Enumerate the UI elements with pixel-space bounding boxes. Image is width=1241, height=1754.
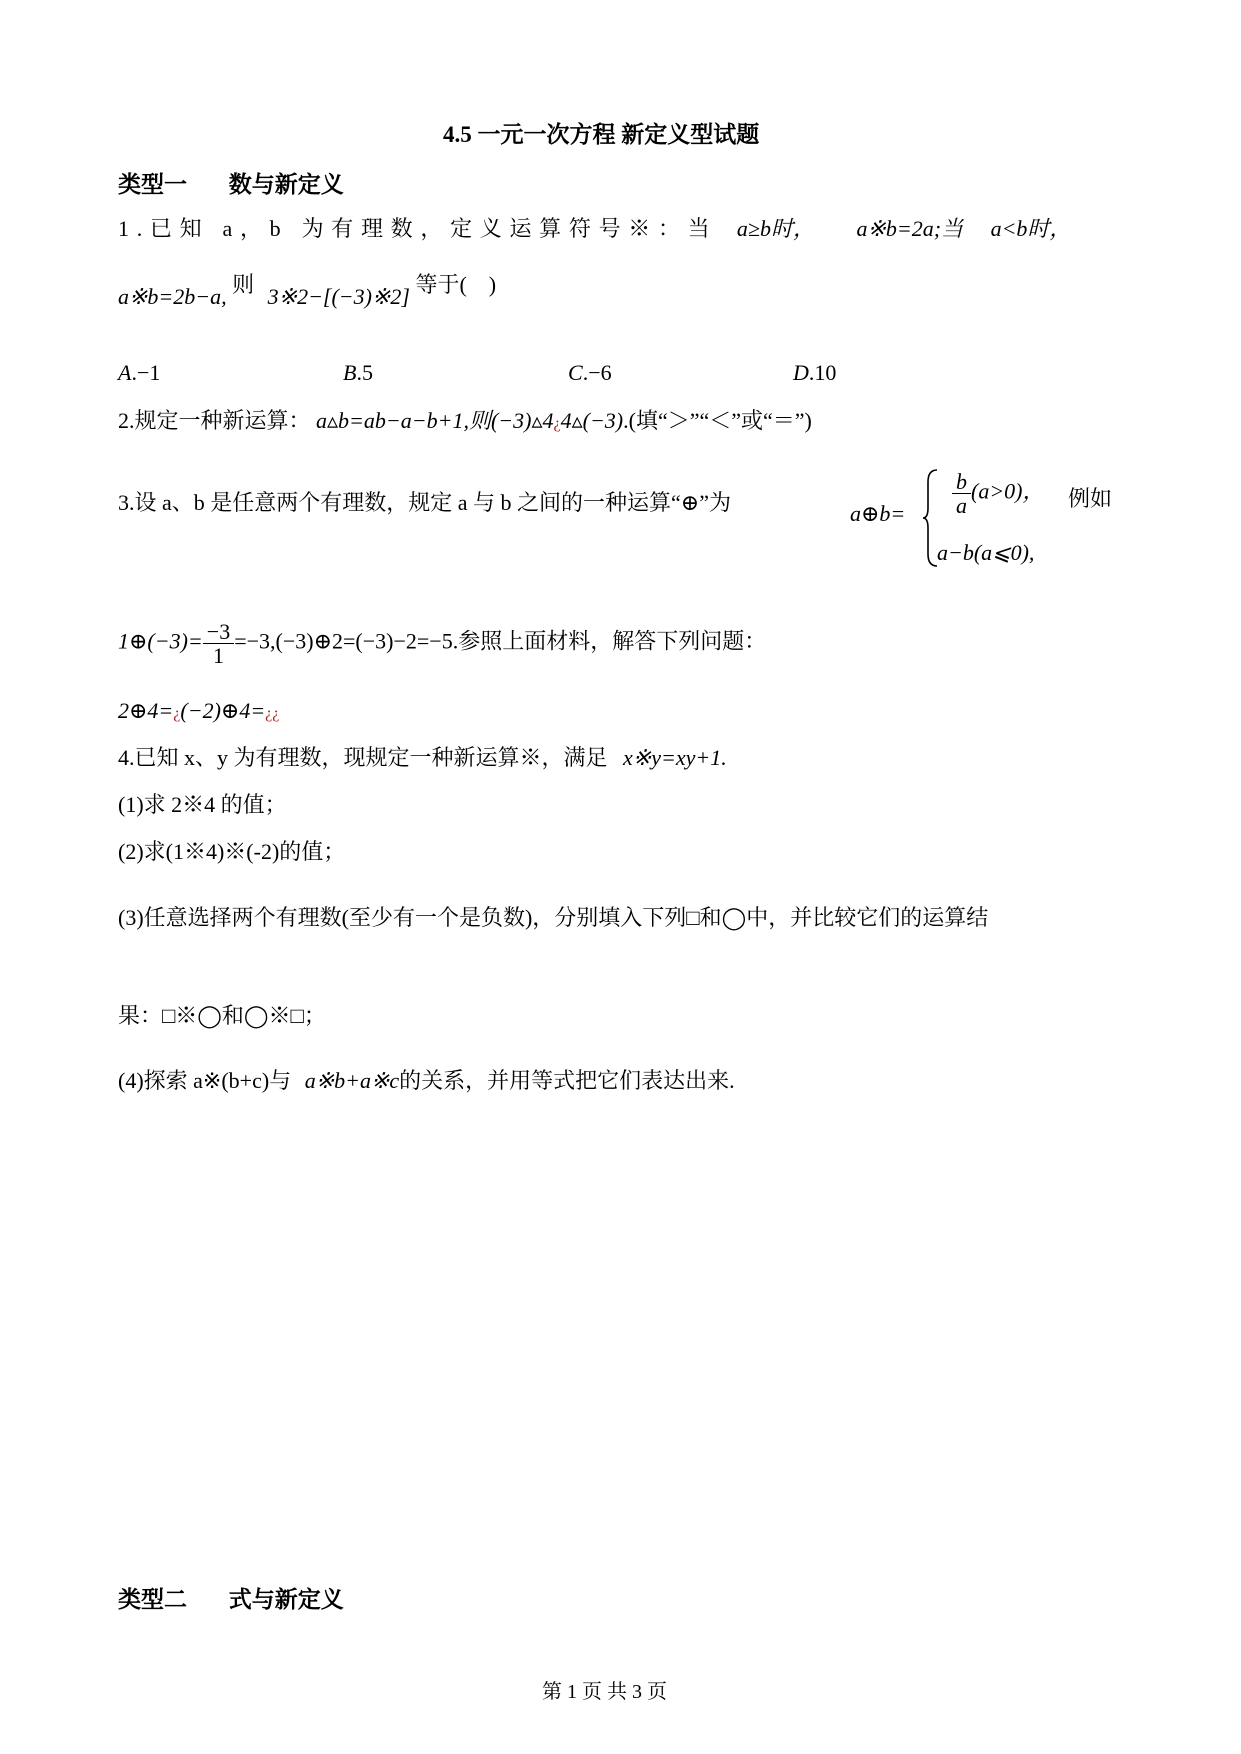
- question-4-part-3-line-2: 果：□※◯和◯※□；: [118, 1003, 326, 1028]
- question-2-formula: a▵b=ab−a−b+1,则(−3)▵4: [316, 408, 554, 433]
- option-letter: C: [568, 360, 583, 385]
- page-footer: 第 1 页 共 3 页: [542, 1681, 667, 1703]
- definition-1: a※b=2a;当: [856, 216, 964, 241]
- option-value: .5: [356, 360, 373, 385]
- option-b: [343, 360, 373, 386]
- question-2: [118, 408, 812, 434]
- ask-1: 2⊕4=: [118, 698, 174, 723]
- option-d: [793, 360, 836, 386]
- section-name: 式与新定义: [228, 1587, 344, 1612]
- question-2-suffix: .(填“＞”“＜”或“＝”): [623, 408, 812, 433]
- question-1-text: 1.已知 a，b 为有理数，定义运算符号※：当: [118, 216, 718, 241]
- definition-2: a※b=2b−a,: [118, 284, 227, 309]
- expression: 3※2−[(−3)※2]: [267, 284, 410, 309]
- question-4-rule: x※y=xy+1.: [623, 745, 727, 770]
- fraction-minus3-over-1: [203, 620, 234, 667]
- section-label: 类型二: [118, 1587, 187, 1612]
- example-part-1: 1⊕(−3)=: [118, 628, 203, 654]
- fraction-numerator: b: [952, 470, 971, 494]
- ze-label: 则: [232, 272, 255, 297]
- blank-mark: ¿¿: [265, 705, 280, 722]
- fraction-denominator: a: [956, 493, 967, 519]
- question-1-line-1: [118, 216, 1071, 242]
- option-letter: D: [793, 360, 809, 385]
- fraction-numerator: −3: [203, 620, 234, 644]
- ask-2: (−2)⊕4=: [180, 698, 266, 723]
- question-4-part-3-line-1: (3)任意选择两个有理数(至少有一个是负数)，分别填入下列□和◯中，并比较它们的运算结: [118, 905, 989, 930]
- section-heading-2: [118, 1586, 344, 1614]
- fraction-denominator: 1: [212, 643, 224, 669]
- piecewise-case-1: [952, 470, 1045, 517]
- option-letter: A: [118, 360, 132, 385]
- question-4-intro: [118, 745, 727, 771]
- question-4-part-1: (1)求 2※4 的值；: [118, 792, 287, 817]
- case-1-condition: (a>0)，: [971, 478, 1045, 504]
- example-label: 例如: [1068, 486, 1113, 511]
- blank-mark: ¿: [173, 705, 181, 722]
- part-4-suffix: 的关系，并用等式把它们表达出来.: [399, 1068, 735, 1093]
- question-3-example: [118, 620, 766, 667]
- option-value: .10: [808, 360, 837, 385]
- section-name: 数与新定义: [228, 172, 344, 197]
- question-4-part-4: [118, 1068, 735, 1094]
- condition-2: a<b时，: [990, 216, 1072, 241]
- question-4-text: 4.已知 x、y 为有理数，现规定一种新运算※，满足: [118, 745, 608, 770]
- option-c: [568, 360, 612, 386]
- section-label: 类型一: [118, 172, 187, 197]
- question-1-line-2: [118, 272, 497, 310]
- question-4-part-2: (2)求(1※4)※(-2)的值；: [118, 839, 346, 864]
- question-1-tail: 等于( ): [415, 272, 497, 297]
- question-3-asks: [118, 698, 279, 724]
- example-part-2: =−3,(−3)⊕2=(−3)−2=−5.参照上面材料，解答下列问题：: [234, 628, 767, 654]
- question-3-text: 3.设 a、b 是任意两个有理数，规定 a 与 b 之间的一种运算“⊕”为: [118, 490, 731, 515]
- option-a: [118, 360, 160, 386]
- section-heading-1: [118, 171, 344, 199]
- part-4-prefix: (4)探索 a※(b+c)与: [118, 1068, 292, 1093]
- fraction-b-over-a: [952, 470, 971, 517]
- page-title: 4.5 一元一次方程 新定义型试题: [443, 122, 760, 147]
- part-4-formula: a※b+a※c: [304, 1068, 400, 1093]
- option-value: .−1: [131, 360, 161, 385]
- piecewise-case-2: a−b(a⩽0),: [937, 540, 1035, 565]
- question-2-prefix: 2.规定一种新运算：: [118, 408, 311, 433]
- question-2-formula-2: 4▵(−3): [560, 408, 624, 433]
- option-letter: B: [343, 360, 357, 385]
- blank-mark: ¿: [553, 415, 561, 432]
- condition-1: a≥b时，: [736, 216, 815, 241]
- option-value: .−6: [582, 360, 612, 385]
- piecewise-lhs: a⊕b=: [850, 501, 906, 526]
